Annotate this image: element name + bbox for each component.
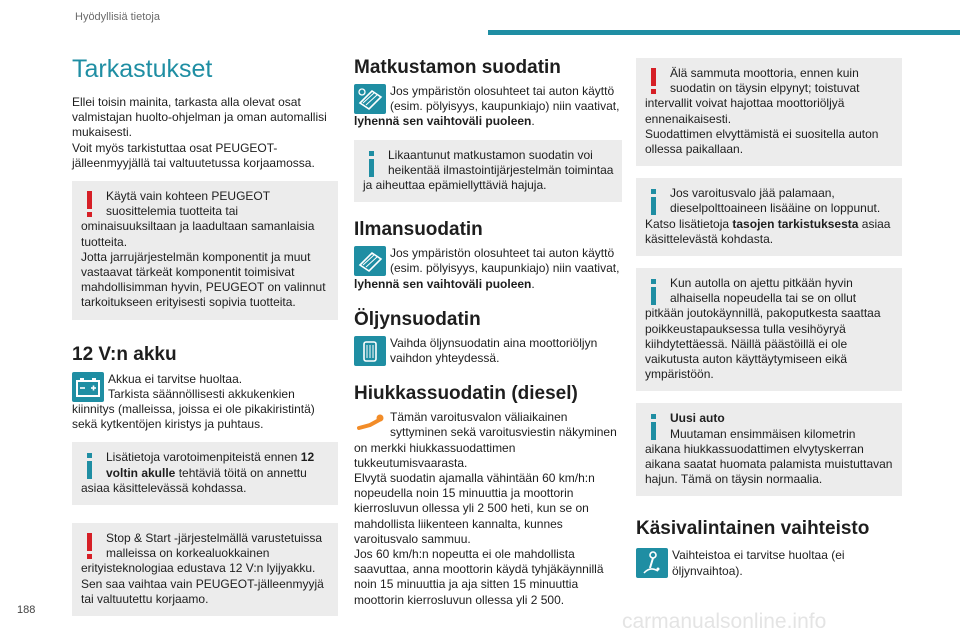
info-text-water-vapour: Kun autolla on ajettu pitkään hyvin alhaisella nopeudella tai se on ollut pitkään joutokäynnillä, pakoputkesta saattaa poikkeustapauksessa tulla vesihöyryä kiihdytettäessä. Näillä päästöillä ei ole vaikutusta auton käyttäytymiseen eikä ympäristöön. xyxy=(645,276,881,382)
info-box-cabin-filter xyxy=(354,140,622,203)
info-text-additive-post: asiaa käsittelevästä kohdasta. xyxy=(645,216,891,246)
info-icon xyxy=(645,276,661,306)
oil-text: Vaihda öljynsuodatin aina moottoriöljyn vaihdon yhteydessä. xyxy=(390,335,598,366)
info-box-new-car xyxy=(636,403,902,496)
section-heading-manual-gearbox: Käsivalintainen vaihteisto xyxy=(636,518,870,540)
section-heading-cabin-filter: Matkustamon suodatin xyxy=(354,57,561,78)
warning-box-products xyxy=(72,181,338,320)
cabin-text-bold: lyhennä sen vaihtoväli puoleen xyxy=(354,114,532,129)
intro-text-2: Voit myös tarkistuttaa osat PEUGEOT-jälleenmyyjällä tai valtuutetussa korjaamossa. xyxy=(72,140,315,170)
air-text-post: . xyxy=(531,276,535,291)
info-text-post: tehtäviä töitä on annettu asiaa käsittelevässä kohdassa. xyxy=(81,465,307,495)
section-heading-air-filter: Ilmansuodatin xyxy=(354,219,483,241)
warning-text-1: Käytä vain kohteen PEUGEOT suosittelemia tuotteita tai ominaisuuksiltaan ja laadultaan samanlaisia tuotteita. xyxy=(81,189,315,249)
battery-paragraph xyxy=(72,372,338,433)
battery-text-1: Akkua ei tarvitse huoltaa. xyxy=(108,371,243,386)
warning-icon xyxy=(81,531,97,561)
section-heading-battery: 12 V:n akku xyxy=(72,343,177,365)
info-box-additive xyxy=(636,178,902,256)
battery-text-2: Tarkista säännöllisesti akkukenkien kiinnitys (malleissa, joissa ei ole pikakiristintä) sekä kytkentöjen kiristys ja puhtaus. xyxy=(72,386,315,432)
air-filter-icon xyxy=(354,246,386,276)
warning-text-5: Älä sammuta moottoria, ennen kuin suodatin on täysin elpynyt; toistuvat intervallit voivat hajottaa moottoriöljyä ennenaikaisesti. xyxy=(645,66,860,126)
info-text-pre: Lisätietoja varotoimenpiteistä ennen xyxy=(106,450,301,465)
info-icon xyxy=(645,186,661,216)
warning-text-6: Suodattimen elvyttämistä ei suositella auton ollessa paikallaan. xyxy=(645,126,879,157)
info-icon xyxy=(81,450,97,480)
page-title: Tarkastukset xyxy=(72,55,213,83)
column-3 xyxy=(636,52,902,579)
warning-icon xyxy=(645,66,661,96)
oil-filter-icon xyxy=(354,336,386,366)
manual-gearbox-text: Vaihteistoa ei tarvitse huoltaa (ei öljynvaihtoa). xyxy=(672,548,845,578)
particle-text-3: Jos 60 km/h:n nopeutta ei ole mahdollista saavuttaa, anna moottorin käydä tyhjäkäynnillä noin 15 minuuttia ja aja sitten 15 minuuttia moottorin kierrosluvun ollessa yli 2 500. xyxy=(354,547,604,607)
warning-box-stop-start xyxy=(72,523,338,616)
gearbox-icon xyxy=(636,548,668,578)
warning-box-regeneration xyxy=(636,58,902,166)
cabin-text-post: . xyxy=(531,114,535,129)
battery-icon xyxy=(72,372,104,402)
section-heading-oil-filter: Öljynsuodatin xyxy=(354,308,481,330)
oil-filter-paragraph xyxy=(354,336,622,366)
info-text-additive-pre: Jos varoitusvalo jää palamaan, dieselpolttoaineen lisääine on loppunut. Katso lisätietoja xyxy=(645,186,881,231)
warning-text-3: Stop & Start -järjestelmällä varustetuissa malleissa on korkealuokkainen erityisteknologiaa edustava 12 V:n lyijyakku. xyxy=(81,531,323,576)
particle-filter-warning-icon xyxy=(354,410,386,440)
air-filter-paragraph xyxy=(354,246,622,292)
info-new-car-title: Uusi auto xyxy=(670,411,725,426)
page-number: 188 xyxy=(17,604,36,616)
section-heading-particle-filter: Hiukkassuodatin (diesel) xyxy=(354,383,578,405)
info-icon xyxy=(363,148,379,178)
particle-text-1: Tämän varoitusvalon väliaikainen syttyminen sekä varoitusviestin näkyminen on merkki hiukkassuodattimen tukkeutumisvaarasta. xyxy=(354,410,617,470)
info-text-bold: 12 voltin akulle xyxy=(106,450,315,480)
info-text-cabin: Likaantunut matkustamon suodatin voi heikentää ilmastointijärjestelmän toimintaa ja aiheuttaa epämiellyttäviä hajuja. xyxy=(363,147,614,193)
column-1 xyxy=(72,52,338,616)
air-text-bold: lyhennä sen vaihtoväli puoleen xyxy=(354,276,532,291)
intro-text: Ellei toisin mainita, tarkasta alla olevat osat valmistajan huolto-ohjelman ja oman automallisi mukaisesti. xyxy=(72,95,327,140)
particle-filter-paragraph xyxy=(354,410,622,608)
info-box-battery xyxy=(72,442,338,505)
warning-text-4: Sen saa vaihtaa vain PEUGEOT-jälleenmyyjä tai valtuutettu korjaamo. xyxy=(81,576,324,606)
header-accent-bar xyxy=(488,30,960,35)
air-text-pre: Jos ympäristön olosuhteet tai auton käyttö (esim. pölyisyys, kaupunkiajo) niin vaativat, xyxy=(390,246,620,276)
column-2 xyxy=(354,52,622,608)
warning-icon xyxy=(81,189,97,219)
info-box-water-vapour xyxy=(636,268,902,391)
manual-gearbox-paragraph xyxy=(636,548,902,578)
info-new-car-text: Muutaman ensimmäisen kilometrin aikana hiukkassuodattimen elvytyskerran aikana saatat huomata palamista muistuttavan hajun. Tämä on täysin normaalia. xyxy=(645,426,893,487)
info-text-additive-bold: tasojen tarkistuksesta xyxy=(732,216,859,231)
particle-text-2: Elvytä suodatin ajamalla vähintään 60 km/h:n nopeudella noin 15 minuuttia ja moottorin kierrosluvun ollessa yli 2 500 heti, kun se on mahdollista liikenteen kannalta, kunnes varoitusvalo sammuu. xyxy=(354,471,595,546)
info-icon xyxy=(645,411,661,441)
watermark: carmanualsonline.info xyxy=(622,610,827,633)
header-title: Hyödyllisiä tietoja xyxy=(75,11,160,23)
cabin-filter-icon xyxy=(354,84,386,114)
cabin-text-pre: Jos ympäristön olosuhteet tai auton käyttö (esim. pölyisyys, kaupunkiajo) niin vaativat, xyxy=(390,84,620,114)
cabin-filter-paragraph xyxy=(354,84,622,130)
warning-text-2: Jotta jarrujärjestelmän komponentit ja muut vastaavat tärkeät komponentit toimisivat mahdollisimman hyvin, PEUGEOT on valinnut tarkoitukseen erityisesti sopivia tuotteita. xyxy=(81,249,326,310)
